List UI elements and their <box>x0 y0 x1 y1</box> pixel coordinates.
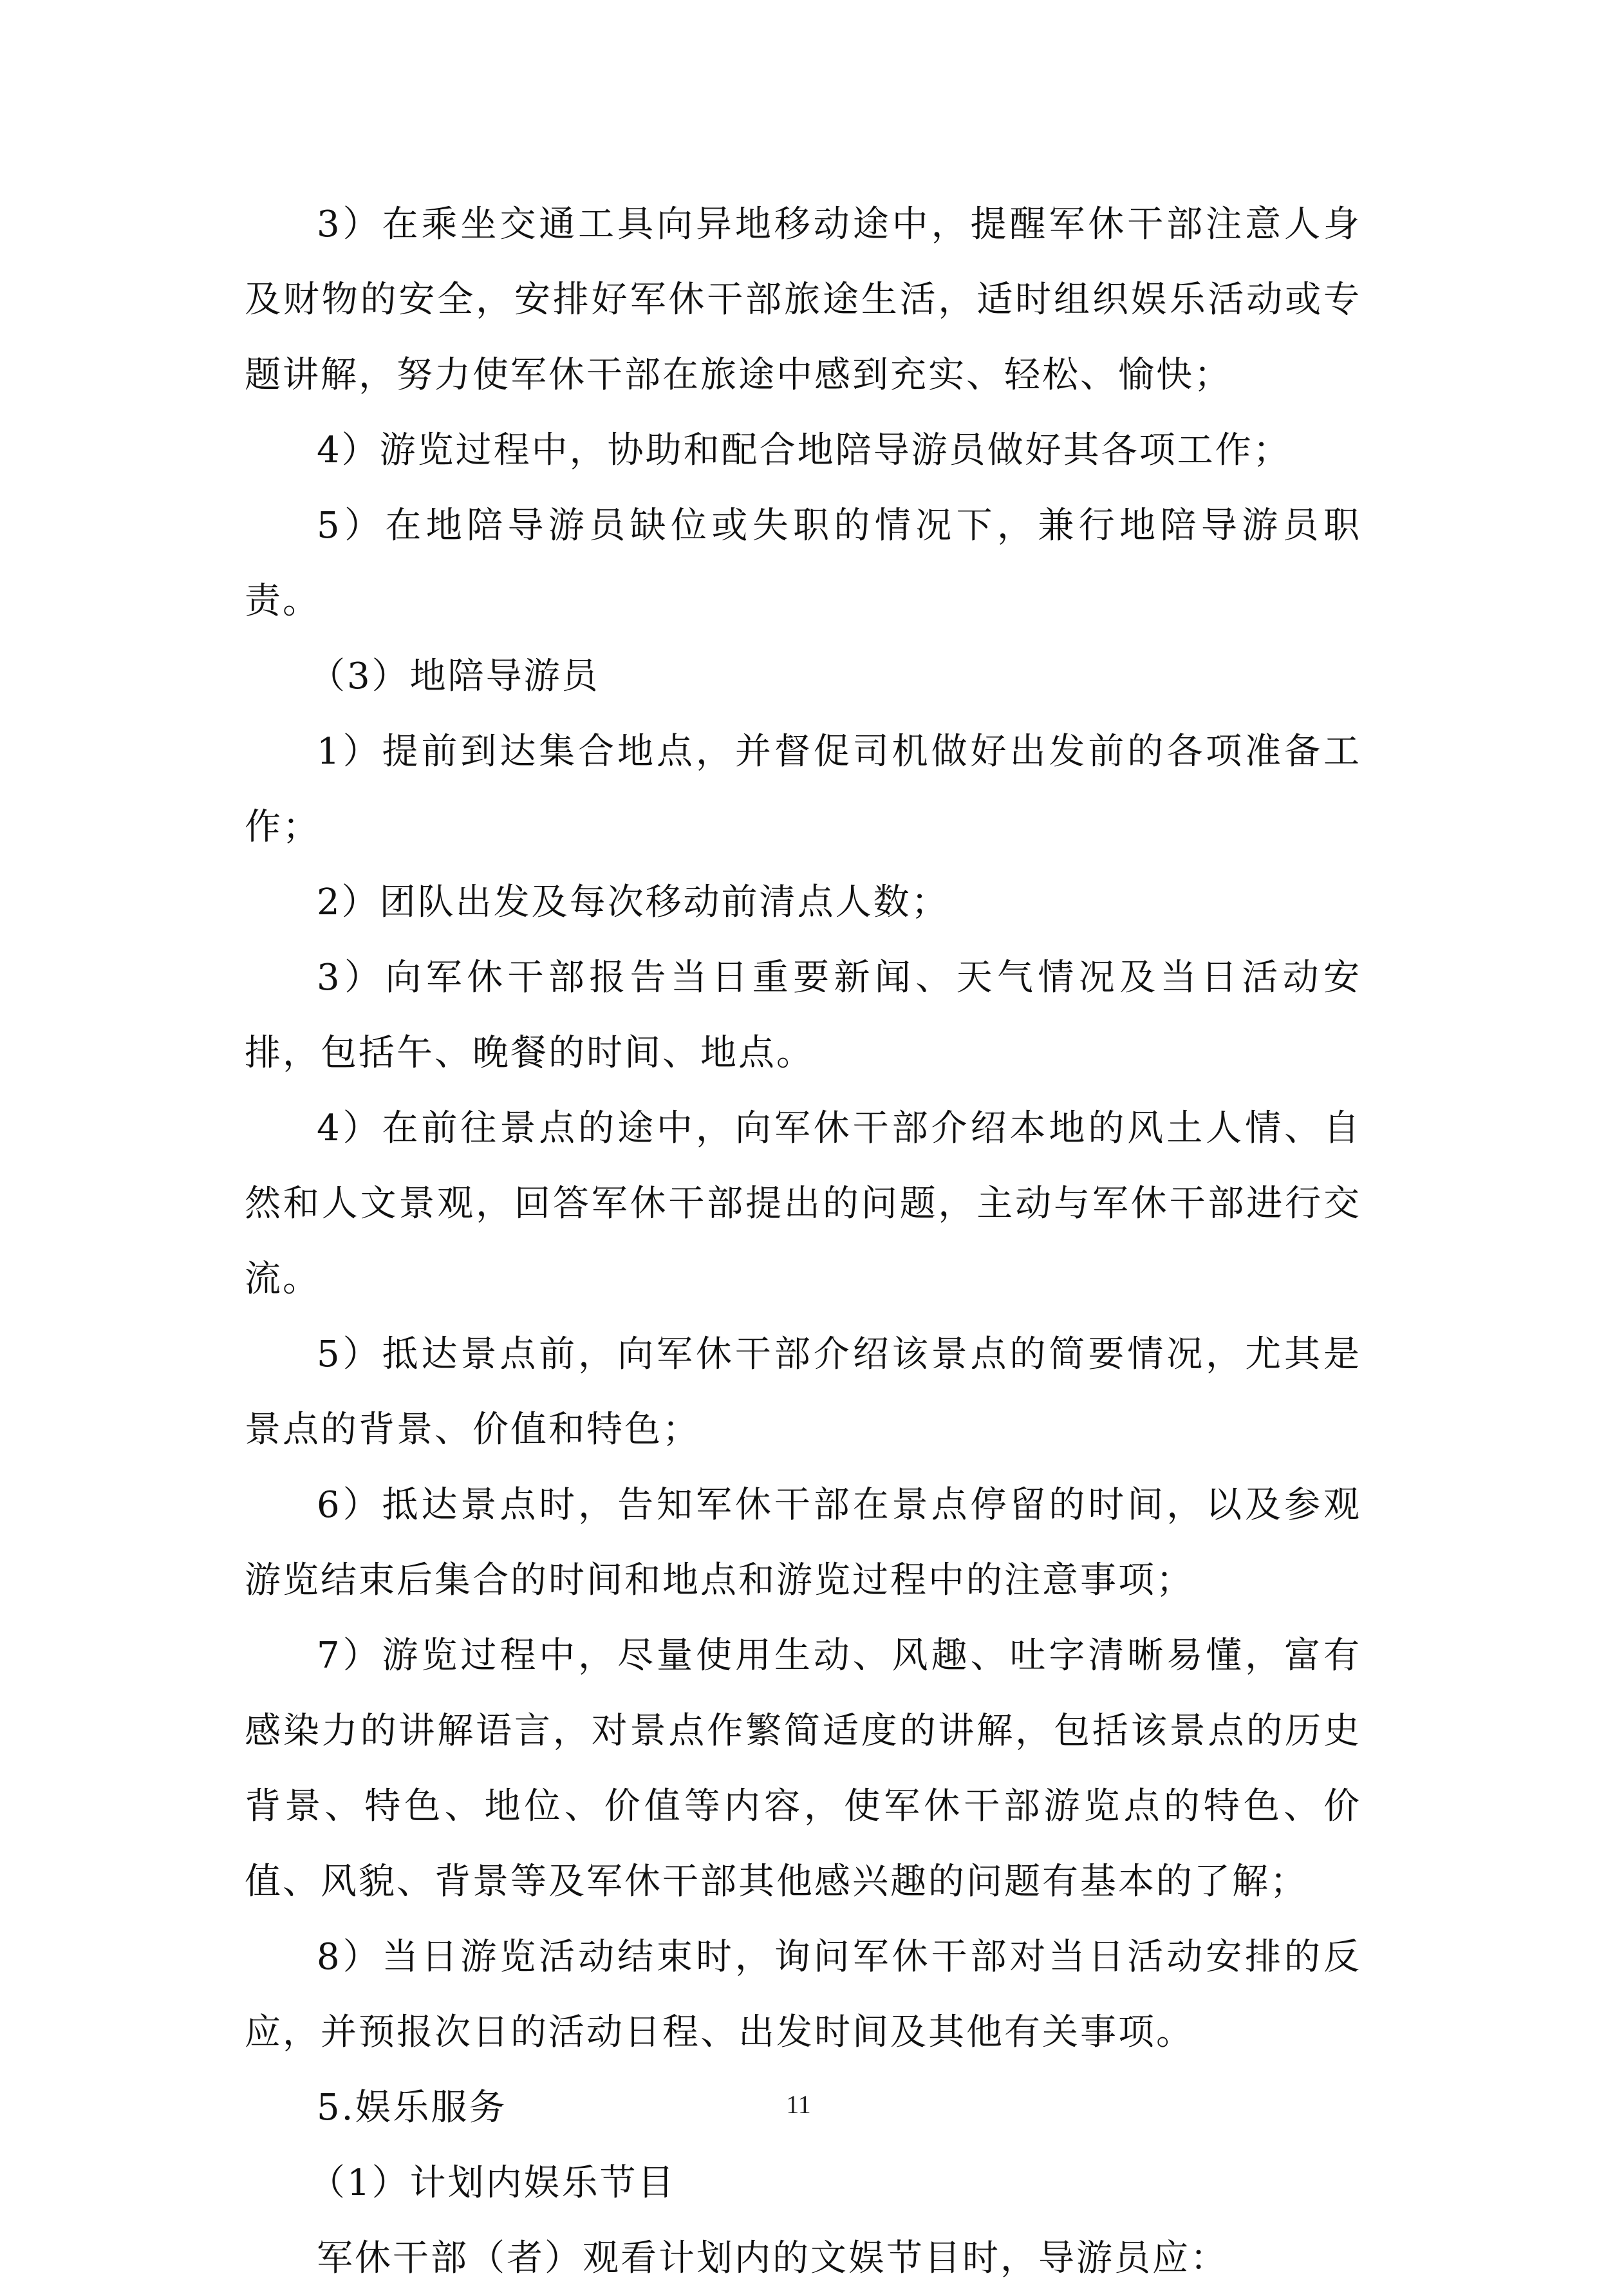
page-number: 11 <box>786 2090 811 2119</box>
paragraph-local-guide-item-5: 5）抵达景点前，向军休干部介绍该景点的简要情况，尤其是景点的背景、价值和特色； <box>245 1333 1361 1451</box>
paragraph-local-guide-item-3: 3）向军休干部报告当日重要新闻、天气情况及当日活动安排，包括午、晚餐的时间、地点。 <box>245 957 1361 1074</box>
section-heading-entertainment-service: 5.娱乐服务 <box>317 2087 507 2129</box>
paragraph-national-guide-item-5: 5）在地陪导游员缺位或失职的情况下，兼行地陪导游员职责。 <box>245 505 1361 622</box>
paragraph-local-guide-item-1: 1）提前到达集合地点，并督促司机做好出发前的各项准备工作； <box>245 731 1361 848</box>
paragraph-national-guide-item-3: 3）在乘坐交通工具向异地移动途中，提醒军休干部注意人身及财物的安全，安排好军休干部旅途生活，适时组织娱乐活动或专题讲解，努力使军休干部在旅途中感到充实、轻松、愉快； <box>245 203 1361 396</box>
paragraph-local-guide-item-7: 7）游览过程中，尽量使用生动、风趣、吐字清晰易懂，富有感染力的讲解语言，对景点作繁简适度的讲解，包括该景点的历史背景、特色、地位、价值等内容，使军休干部游览点的特色、价值、风貌、背景等及军休干部其他感兴趣的问题有基本的了解； <box>245 1635 1361 1903</box>
document-body <box>245 187 1361 2296</box>
paragraph-local-guide-item-2: 2）团队出发及每次移动前清点人数； <box>317 881 949 923</box>
subsection-heading-planned-entertainment: （1）计划内娱乐节目 <box>309 2162 676 2204</box>
section-heading-local-guide: （3）地陪导游员 <box>309 655 600 697</box>
paragraph-national-guide-item-4: 4）游览过程中，协助和配合地陪导游员做好其各项工作； <box>317 429 1291 471</box>
paragraph-planned-entertainment-intro: 军休干部（者）观看计划内的文娱节目时，导游员应： <box>317 2237 1228 2279</box>
paragraph-local-guide-item-4: 4）在前往景点的途中，向军休干部介绍本地的风土人情、自然和人文景观，回答军休干部提出的问题，主动与军休干部进行交流。 <box>245 1107 1361 1300</box>
paragraph-local-guide-item-8: 8）当日游览活动结束时，询问军休干部对当日活动安排的反应，并预报次日的活动日程、出发时间及其他有关事项。 <box>245 1936 1361 2053</box>
paragraph-local-guide-item-6: 6）抵达景点时，告知军休干部在景点停留的时间，以及参观游览结束后集合的时间和地点和游览过程中的注意事项； <box>245 1484 1361 1601</box>
